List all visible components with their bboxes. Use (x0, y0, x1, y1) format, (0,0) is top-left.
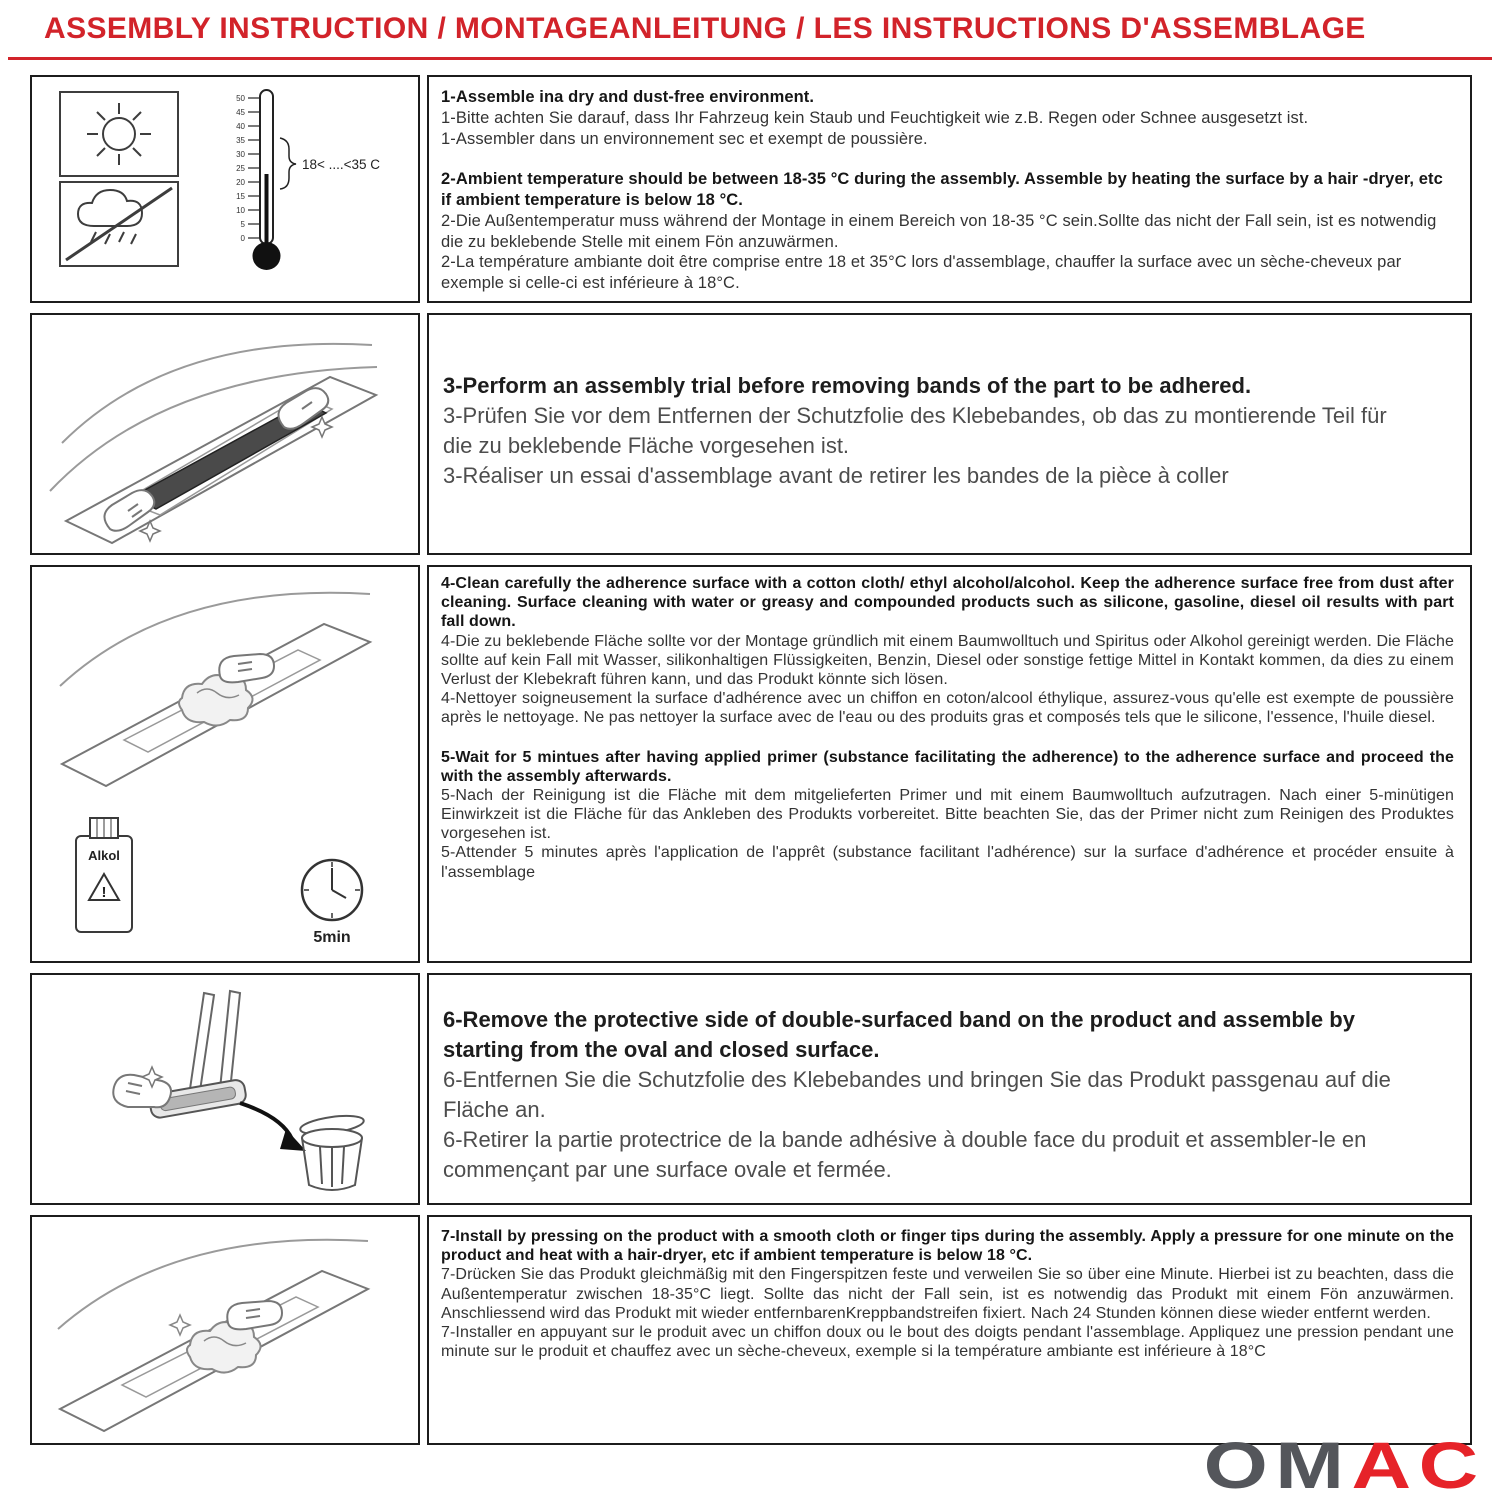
instruction-paragraph: 2-Die Außentemperatur muss während der Montage in einem Bereich von 18-35 °C sein.Sollte das nicht der Fall sein, ist es notwendig die zu beklebende Stelle mit einem Fön anzuwärmen. (441, 211, 1437, 251)
thermometer-scale-value: 15 (236, 192, 245, 201)
instruction-paragraph: 5-Wait for 5 mintues after having applied primer (substance facilitating the adherence) to the adherence surface and proceed the with the assembly afterwards. (441, 748, 1454, 785)
step-row-press (30, 1215, 1472, 1445)
temperature-range-label: 18< ....<35 C (302, 157, 381, 172)
instruction-paragraph: 5-Attender 5 minutes après l'application de l'apprêt (substance facilitant l'adhérence) sur la surface d'adhérence et procéder ensuite à l'assemblage (441, 844, 1454, 881)
instruction-paragraph: 5-Nach der Reinigung ist die Fläche mit dem mitgelieferten Primer und mit einem Baumwolltuch aufzutragen. Nach einer 5-minütigen Einwirkzeit ist die Fläche für das Ankleben des Produkts vorbereitet. Bitte beachten Sie, das der Primer nicht zum Reinigen des Produktes vorgesehen ist. (441, 786, 1454, 843)
page-title: ASSEMBLY INSTRUCTION / MONTAGEANLEITUNG / LES INSTRUCTIONS D'ASSEMBLAGE (44, 12, 1366, 45)
alcohol-label: Alkol (88, 848, 120, 863)
instruction-paragraph: 6-Remove the protective side of double-surfaced band on the product and assemble by starting from the oval and closed surface. (443, 1007, 1355, 1062)
thermometer-scale-value: 10 (236, 206, 245, 215)
sun-icon (60, 92, 178, 176)
step-row-cleaning (30, 565, 1472, 963)
instruction-paragraph: 2-Ambient temperature should be between 18-35 °C during the assembly. Assemble by heating the surface by a hair -dryer, etc if ambient temperature is below 18 °C. (441, 170, 1443, 210)
brand-logo-om: OM (1203, 1427, 1352, 1502)
instruction-paragraph: 4-Die zu beklebende Fläche sollte vor der Montage gründlich mit einem Baumwolltuch und Spiritus oder Alkohol gereinigt werden. Die Fläche sollte auf kein Fall mit Wasser, silikonhaltigen Flüssigkeiten, Benzin, Diesel oder sonstige fettige Mittel in Kontakt kommen, da dies zu einem Verlust der Klebekraft führen kann, und das Produkt könnte sich lösen. (441, 632, 1454, 688)
warning-exclamation: ! (101, 884, 107, 901)
trash-can-icon (299, 1113, 365, 1190)
step-row-remove-band (30, 973, 1472, 1205)
adhesive-bands-icon (190, 991, 240, 1091)
instruction-paragraph: 3-Prüfen Sie vor dem Entfernen der Schutzfolie des Klebebandes, ob das zu montierende Teil für die zu beklebende Fläche vorgesehen ist. (443, 402, 1387, 458)
door-frame-line (60, 593, 370, 686)
instruction-paragraph: 6-Entfernen Sie die Schutzfolie des Klebebandes und bringen Sie das Produkt passgenau auf die Fläche an. (443, 1066, 1391, 1122)
instruction-paragraph: 6-Retirer la partie protectrice de la bande adhésive à double face du produit et assembler-le en commençant par une surface ovale et fermée. (443, 1126, 1367, 1182)
instruction-paragraph: 1-Bitte achten Sie darauf, dass Ihr Fahrzeug kein Staub und Feuchtigkeit wie z.B. Regen oder Schnee ausgesetzt ist. (441, 108, 1309, 127)
instruction-paragraph: 4-Clean carefully the adherence surface with a cotton cloth/ ethyl alcohol/alcohol. Keep the adherence surface free from dust after cleaning. Surface cleaning with water or greasy and compounded products such as silicone, gasoline, diesel oil results with part fall down. (441, 575, 1454, 631)
thermometer-scale-value: 5 (240, 220, 245, 229)
thermometer-scale-value: 25 (236, 164, 245, 173)
instructions-step-6 (427, 973, 1472, 1205)
thermometer-scale-value: 30 (236, 150, 245, 159)
step-row-environment (30, 75, 1472, 303)
thermometer-scale-value: 20 (236, 178, 245, 187)
trial-assembly-illustration (32, 315, 418, 553)
brand-logo-ac: AC (1351, 1427, 1486, 1502)
clock-icon (302, 860, 362, 920)
instruction-paragraph: 7-Install by pressing on the product with a smooth cloth or finger tips during the assembly. Apply a pressure for one minute on the product and heat with a hair-dryer, etc if ambient temperature is below 18 °C. (441, 1228, 1454, 1265)
instructions-steps-4-5 (427, 565, 1472, 963)
environment-illustration (32, 78, 418, 300)
instructions-step-3 (427, 313, 1472, 555)
illustration-box-remove-band (30, 973, 420, 1205)
pressing-cloth-icon (187, 1322, 261, 1372)
thermometer-scale-value: 40 (236, 122, 245, 131)
thermometer-scale-value: 35 (236, 136, 245, 145)
sparkle-icon (170, 1315, 190, 1335)
instructions-step-7 (427, 1215, 1472, 1445)
thermometer-icon (236, 90, 280, 270)
hand-icon (227, 1301, 282, 1329)
thermometer-scale-value: 0 (240, 234, 245, 243)
step-row-trial (30, 313, 1472, 555)
sparkle-icon (140, 521, 160, 541)
temperature-range-bracket (280, 138, 296, 189)
hand-icon (219, 654, 274, 682)
clock-duration-label: 5min (313, 929, 351, 946)
instruction-paragraph: 3-Perform an assembly trial before removing bands of the part to be adhered. (443, 373, 1252, 398)
illustration-box-environment (30, 75, 420, 303)
illustration-box-trial (30, 313, 420, 555)
door-frame-line (58, 1240, 368, 1329)
cleaning-illustration (32, 568, 418, 960)
remove-band-illustration (32, 975, 418, 1203)
title-divider (8, 57, 1492, 60)
instruction-paragraph: 4-Nettoyer soigneusement la surface d'adhérence avec un chiffon en coton/alcool éthylique, assurez-vous qu'elle est exempte de poussière après le nettoyage. Ne pas nettoyer la surface avec de l'eau ou des produits gras et composés tels que le silicone, l'essence, l'huile diesel. (441, 690, 1454, 727)
hand-icon (113, 1075, 171, 1108)
instruction-paragraph: 2-La température ambiante doit être comprise entre 18 et 35°C lors d'assemblage, chauffer la surface avec un sèche-cheveux par exemple si celle-ci est inférieure à 18°C. (441, 253, 1402, 293)
no-rain-icon (60, 182, 178, 266)
instruction-paragraph: 1-Assemble ina dry and dust-free environment. (441, 88, 815, 106)
thermometer-scale-value: 45 (236, 108, 245, 117)
arrow-icon (240, 1103, 306, 1151)
instruction-paragraph: 3-Réaliser un essai d'assemblage avant de retirer les bandes de la pièce à coller (443, 462, 1229, 488)
cleaning-cloth-icon (179, 675, 253, 725)
brand-logo (1203, 1427, 1486, 1502)
pressing-illustration (32, 1217, 418, 1443)
instruction-paragraph: 1-Assembler dans un environnement sec et exempt de poussière. (441, 129, 928, 148)
instruction-paragraph: 7-Installer en appuyant sur le produit avec un chiffon doux ou le bout des doigts pendant l'assemblage. Appliquez une pression pendant une minute sur le produit et chauffez avec un sèche-cheveux, exemple si la température ambiante est inférieure à 18°C (441, 1323, 1454, 1361)
thermometer-scale-value: 50 (236, 94, 245, 103)
instruction-paragraph: 7-Drücken Sie das Produkt gleichmäßig mit den Fingerspitzen feste und verweilen Sie so über eine Minute. Hierbei ist zu beachten, dass die Außentemperatur zwischen 18-35°C liegt. Sollte das nicht der Fall sein, ist es notwendig das Produkt mit einem Fön anzuwärmen. Anschliessend wird das Produkt mit wieder entfernbarenKreppbandstreifen fixiert. Nach 24 Stunden können diese wieder entfernt werden. (441, 1266, 1454, 1322)
illustration-box-press (30, 1215, 420, 1445)
instructions-steps-1-2 (427, 75, 1472, 303)
illustration-box-cleaning (30, 565, 420, 963)
